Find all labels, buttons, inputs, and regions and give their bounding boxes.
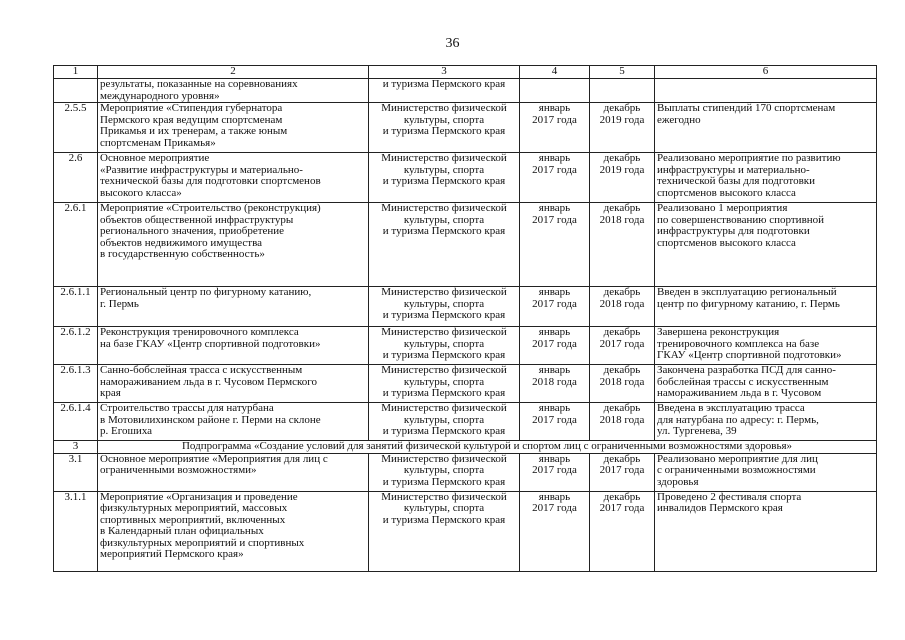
row-result: Завершена реконструкция тренировочного комплекса на базе ГКАУ «Центр спортивной подготовки» [655,327,877,365]
page-number: 36 [445,36,460,51]
header-cell: 3 [369,66,520,79]
row-start [520,79,590,103]
row-start: январь 2017 года [520,453,590,491]
header-cell: 6 [655,66,877,79]
row-end: декабрь 2018 года [590,365,655,403]
row-name: Строительство трассы для натурбана в Мотовилихинском районе г. Перми на склоне р. Егошиха [98,403,369,441]
header-cell: 5 [590,66,655,79]
row-executor: Министерство физической культуры, спорта и туризма Пермского края [369,403,520,441]
row-name: Реконструкция тренировочного комплекса на базе ГКАУ «Центр спортивной подготовки» [98,327,369,365]
row-start: январь 2017 года [520,153,590,203]
row-result: Введена в эксплуатацию трасса для натурбана по адресу: г. Пермь, ул. Тургенева, 39 [655,403,877,441]
table-row [54,403,877,441]
row-end: декабрь 2017 года [590,453,655,491]
row-start: январь 2018 года [520,365,590,403]
header-cell: 2 [98,66,369,79]
row-executor: Министерство физической культуры, спорта и туризма Пермского края [369,491,520,571]
row-number: 2.6 [54,153,98,203]
subprogram-title: Подпрограмма «Создание условий для занятий физической культурой и спортом лиц с ограниченными возможностями здоровья» [98,441,877,454]
row-number [54,79,98,103]
subprogram-row [54,441,877,454]
row-end: декабрь 2018 года [590,287,655,327]
row-end: декабрь 2017 года [590,491,655,571]
row-name: результаты, показанные на соревнованиях международного уровня» [98,79,369,103]
row-number: 2.6.1.1 [54,287,98,327]
row-name: Мероприятие «Строительство (реконструкция) объектов общественной инфраструктуры регионального значения, приобретение объектов недвижимого имущества в государственную собственность» [98,203,369,287]
row-end: декабрь 2019 года [590,153,655,203]
header-cell: 4 [520,66,590,79]
table-header-row [54,66,877,79]
row-start: январь 2017 года [520,287,590,327]
row-result: Введен в эксплуатацию региональный центр по фигурному катанию, г. Пермь [655,287,877,327]
row-number: 2.6.1.4 [54,403,98,441]
row-executor: Министерство физической культуры, спорта и туризма Пермского края [369,103,520,153]
row-start: январь 2017 года [520,103,590,153]
row-name: Мероприятие «Организация и проведение физкультурных мероприятий, массовых спортивных мероприятий, включенных в Календарный план официальных физкультурных мероприятий и спортивных мероприятий Пермского края» [98,491,369,571]
row-number: 2.6.1.3 [54,365,98,403]
row-result: Реализовано 1 мероприятия по совершенствованию спортивной инфраструктуры для подготовки спортсменов высокого класса [655,203,877,287]
row-name: Региональный центр по фигурному катанию, г. Пермь [98,287,369,327]
row-result: Проведено 2 фестиваля спорта инвалидов Пермского края [655,491,877,571]
row-name: Основное мероприятие «Развитие инфраструктуры и материально- технической базы для подготовки спортсменов высокого класса» [98,153,369,203]
row-name: Основное мероприятие «Мероприятия для лиц с ограниченными возможностями» [98,453,369,491]
row-result: Реализовано мероприятие по развитию инфраструктуры и материально- технической базы для подготовки спортсменов высокого класса [655,153,877,203]
row-executor: Министерство физической культуры, спорта и туризма Пермского края [369,365,520,403]
table-row [54,79,877,103]
row-end: декабрь 2018 года [590,403,655,441]
row-number: 2.5.5 [54,103,98,153]
row-name: Санно-бобслейная трасса с искусственным намораживанием льда в г. Чусовом Пермского края [98,365,369,403]
row-number: 2.6.1 [54,203,98,287]
row-number: 2.6.1.2 [54,327,98,365]
table-row [54,153,877,203]
row-start: январь 2017 года [520,403,590,441]
row-end: декабрь 2017 года [590,327,655,365]
subprogram-number: 3 [54,441,98,454]
row-end: декабрь 2019 года [590,103,655,153]
row-name: Мероприятие «Стипендия губернатора Пермского края ведущим спортсменам Прикамья и их тренерам, а также юным спортсменам Прикамья» [98,103,369,153]
table-row [54,365,877,403]
header-cell: 1 [54,66,98,79]
table-row [54,453,877,491]
row-start: январь 2017 года [520,203,590,287]
row-end: декабрь 2018 года [590,203,655,287]
row-result: Реализовано мероприятие для лиц с ограниченными возможностями здоровья [655,453,877,491]
row-end [590,79,655,103]
plan-table [53,65,877,572]
table-row [54,103,877,153]
row-executor: и туризма Пермского края [369,79,520,103]
row-executor: Министерство физической культуры, спорта и туризма Пермского края [369,287,520,327]
table-row [54,491,877,571]
row-number: 3.1.1 [54,491,98,571]
row-result: Выплаты стипендий 170 спортсменам ежегодно [655,103,877,153]
row-result [655,79,877,103]
row-executor: Министерство физической культуры, спорта и туризма Пермского края [369,203,520,287]
row-start: январь 2017 года [520,491,590,571]
table-row [54,287,877,327]
table-row [54,203,877,287]
row-number: 3.1 [54,453,98,491]
row-executor: Министерство физической культуры, спорта и туризма Пермского края [369,453,520,491]
row-start: январь 2017 года [520,327,590,365]
row-executor: Министерство физической культуры, спорта и туризма Пермского края [369,153,520,203]
row-result: Закончена разработка ПСД для санно- бобслейная трассы с искусственным намораживанием льда в г. Чусовом [655,365,877,403]
row-executor: Министерство физической культуры, спорта и туризма Пермского края [369,327,520,365]
table-row [54,327,877,365]
